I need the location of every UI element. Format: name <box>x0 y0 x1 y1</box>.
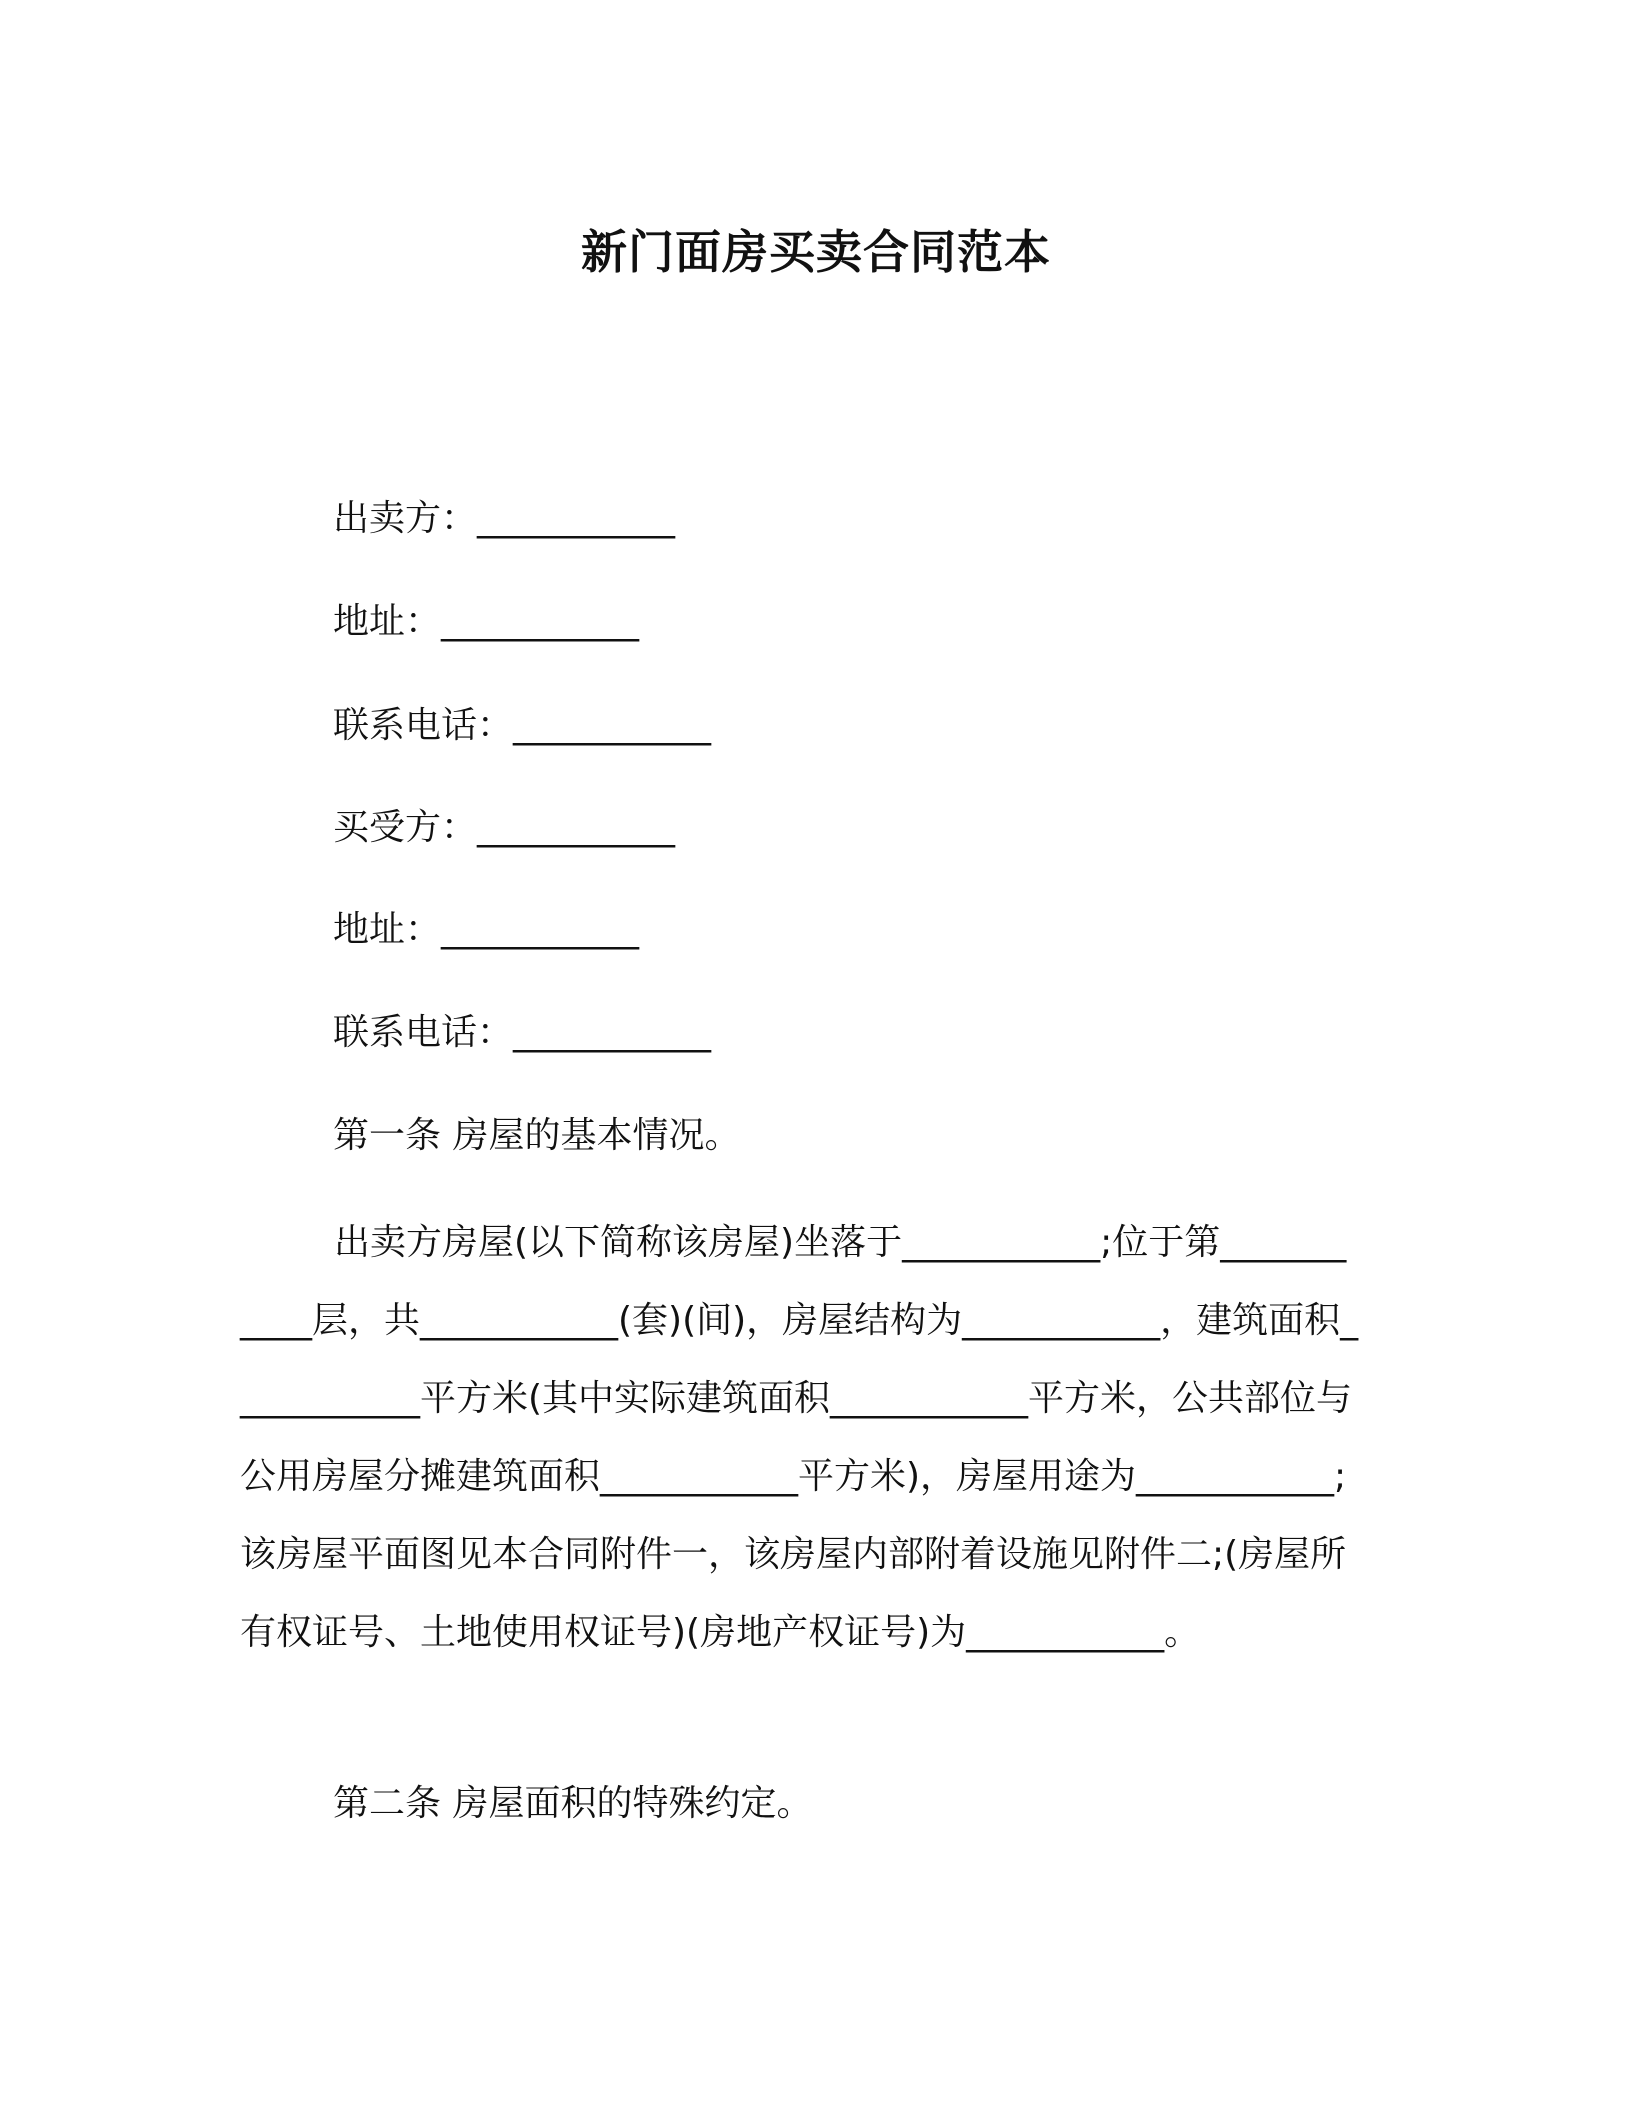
article-1-body: 出卖方房屋(以下简称该房屋)坐落于___________;位于第___________层，共___________(套)(间)，房屋结构为___________，建筑面积___________平方米(其中实际建筑面积___________平方米，公共部位与公用房屋分摊建筑面积___________平方米)，房屋用途为___________;该房屋平面图见本合同附件一，该房屋内部附着设施见附件二;(房屋所有权证号、土地使用权证号)(房地产权证号)为___________。 <box>240 1222 1359 1653</box>
seller-name-field: 出卖方：___________ <box>333 498 676 539</box>
seller-address-field: 地址：___________ <box>333 601 640 642</box>
buyer-name-field: 买受方：___________ <box>333 807 676 848</box>
seller-phone-field: 联系电话：___________ <box>333 705 712 746</box>
article-1-heading: 第一条 房屋的基本情况。 <box>333 1115 741 1156</box>
buyer-phone-field: 联系电话：___________ <box>333 1012 712 1053</box>
document-title: 新门面房买卖合同范本 <box>581 225 1051 279</box>
buyer-address-field: 地址：___________ <box>333 909 640 950</box>
article-2-heading: 第二条 房屋面积的特殊约定。 <box>333 1783 813 1824</box>
